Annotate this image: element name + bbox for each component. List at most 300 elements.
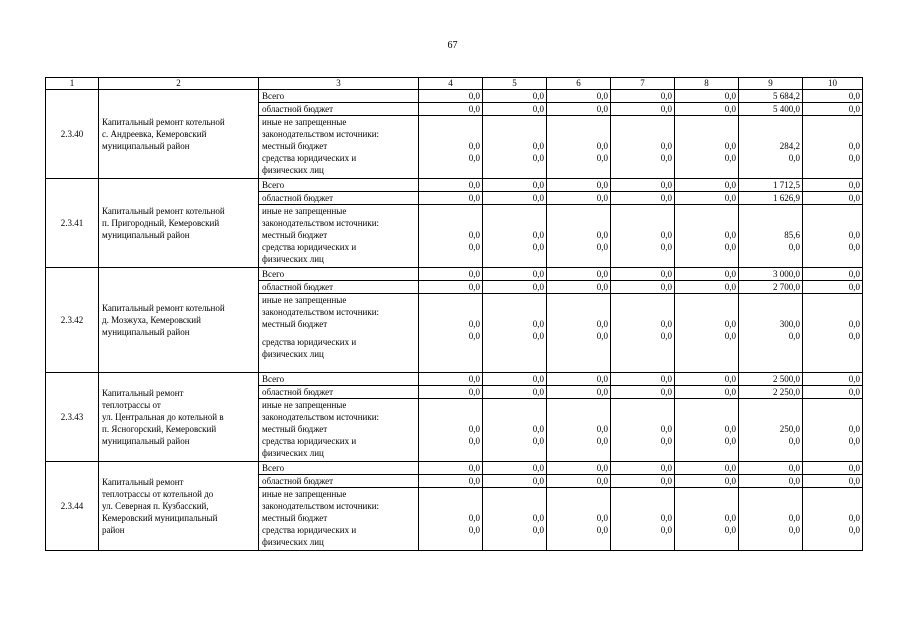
cell-legal: 0,0: [468, 153, 480, 163]
cell-regional: 0,0: [675, 192, 739, 205]
cell-total: 0,0: [675, 179, 739, 192]
source-regional-label: областной бюджет: [259, 475, 419, 488]
source-other-line: законодательством источники:: [262, 501, 380, 511]
cell-legal: 0,0: [532, 242, 544, 252]
cell-total: 0,0: [803, 462, 863, 475]
source-other-line: иные не запрещенные: [262, 489, 347, 499]
source-other-line: иные не запрещенные: [262, 117, 347, 127]
source-legal-line: средства юридических и: [262, 242, 357, 252]
cell-local: 0,0: [724, 513, 736, 523]
cell-other: [675, 294, 739, 373]
source-legal-line: физических лиц: [262, 165, 324, 175]
cell-total: 1 712,5: [739, 179, 803, 192]
row-name-line: п. Ясногорский, Кемеровский: [102, 424, 217, 434]
cell-total: 0,0: [803, 373, 863, 386]
row-code: 2.3.41: [46, 179, 99, 268]
cell-legal: 0,0: [788, 153, 800, 163]
cell-total: 0,0: [675, 90, 739, 103]
cell-local: 250,0: [779, 424, 800, 434]
cell-regional: 0,0: [483, 192, 547, 205]
source-total-label: Всего: [259, 268, 419, 281]
spacer: [677, 488, 736, 500]
cell-regional: 0,0: [547, 475, 611, 488]
spacer: [549, 488, 608, 500]
cell-regional: 0,0: [419, 192, 483, 205]
cell-legal: 0,0: [660, 153, 672, 163]
column-header: 6: [547, 78, 611, 90]
cell-total: 0,0: [611, 373, 675, 386]
cell-local: 0,0: [596, 513, 608, 523]
spacer: [485, 128, 544, 140]
spacer: [485, 411, 544, 423]
cell-local: 0,0: [468, 319, 480, 329]
cell-regional: 0,0: [483, 103, 547, 116]
spacer: [741, 116, 800, 128]
cell-other: [675, 488, 739, 551]
table-row: [46, 268, 863, 281]
cell-total: 0,0: [803, 179, 863, 192]
cell-local: 0,0: [724, 424, 736, 434]
spacer: [421, 399, 480, 411]
spacer: [549, 116, 608, 128]
cell-regional: 5 400,0: [739, 103, 803, 116]
cell-local: 0,0: [596, 230, 608, 240]
cell-total: 0,0: [547, 179, 611, 192]
cell-total: 0,0: [483, 373, 547, 386]
cell-other: [483, 294, 547, 373]
spacer: [805, 128, 860, 140]
cell-local: 0,0: [532, 230, 544, 240]
spacer: [805, 500, 860, 512]
cell-other: [803, 488, 863, 551]
cell-local: 0,0: [468, 230, 480, 240]
cell-other: [483, 488, 547, 551]
spacer: [613, 116, 672, 128]
spacer: [421, 500, 480, 512]
spacer: [613, 217, 672, 229]
cell-local: 0,0: [660, 424, 672, 434]
cell-regional: 0,0: [483, 475, 547, 488]
cell-local: 0,0: [660, 513, 672, 523]
row-name-line: Капитальный ремонт котельной: [102, 303, 225, 313]
spacer: [613, 488, 672, 500]
cell-other: [419, 488, 483, 551]
spacer: [741, 306, 800, 318]
source-legal-line: средства юридических и: [262, 436, 357, 446]
cell-legal: 0,0: [724, 331, 736, 341]
source-other-label: [259, 488, 419, 551]
cell-legal: 0,0: [532, 331, 544, 341]
cell-legal: 0,0: [532, 153, 544, 163]
row-name-line: Капитальный ремонт котельной: [102, 117, 225, 127]
cell-legal: 0,0: [468, 331, 480, 341]
cell-legal: 0,0: [724, 153, 736, 163]
cell-regional: 0,0: [803, 386, 863, 399]
spacer: [485, 306, 544, 318]
cell-local: 85,6: [784, 230, 800, 240]
cell-regional: 1 626,9: [739, 192, 803, 205]
cell-regional: 0,0: [675, 103, 739, 116]
source-legal-line: физических лиц: [262, 537, 324, 547]
spacer: [805, 205, 860, 217]
cell-local: 0,0: [596, 424, 608, 434]
spacer: [485, 399, 544, 411]
spacer: [613, 500, 672, 512]
cell-other: [611, 205, 675, 268]
cell-regional: 2 250,0: [739, 386, 803, 399]
cell-other: [483, 205, 547, 268]
cell-local: 0,0: [848, 513, 860, 523]
cell-local: 0,0: [724, 230, 736, 240]
row-name: [99, 373, 259, 462]
cell-legal: 0,0: [788, 525, 800, 535]
cell-local: 0,0: [848, 141, 860, 151]
cell-other: [483, 399, 547, 462]
spacer: [421, 294, 480, 306]
spacer: [485, 116, 544, 128]
cell-legal: 0,0: [788, 331, 800, 341]
spacer: [421, 205, 480, 217]
cell-local: 0,0: [848, 319, 860, 329]
source-other-line: иные не запрещенные: [262, 400, 347, 410]
cell-total: 2 500,0: [739, 373, 803, 386]
source-legal-line: средства юридических и: [262, 525, 357, 535]
cell-total: 0,0: [611, 462, 675, 475]
page-number: 67: [447, 40, 458, 51]
cell-other: [675, 399, 739, 462]
cell-legal: 0,0: [724, 242, 736, 252]
spacer: [549, 500, 608, 512]
cell-regional: 0,0: [675, 281, 739, 294]
cell-regional: 0,0: [419, 475, 483, 488]
source-other-label: [259, 116, 419, 179]
cell-regional: 0,0: [803, 103, 863, 116]
row-name-line: ул. Северная п. Кузбасский,: [102, 501, 209, 511]
row-name: [99, 90, 259, 179]
spacer: [741, 500, 800, 512]
cell-total: 0,0: [419, 268, 483, 281]
cell-other: [419, 399, 483, 462]
spacer: [421, 116, 480, 128]
cell-other: [547, 294, 611, 373]
row-name-line: муниципальный район: [102, 141, 190, 151]
cell-regional: 0,0: [675, 386, 739, 399]
cell-regional: 0,0: [611, 475, 675, 488]
source-legal-line: физических лиц: [262, 254, 324, 264]
cell-regional: 0,0: [483, 281, 547, 294]
cell-local: 0,0: [532, 141, 544, 151]
spacer: [741, 128, 800, 140]
cell-other: [483, 116, 547, 179]
column-header: 4: [419, 78, 483, 90]
cell-total: 0,0: [547, 268, 611, 281]
cell-other: [803, 294, 863, 373]
spacer: [677, 411, 736, 423]
source-regional-label: областной бюджет: [259, 103, 419, 116]
cell-legal: 0,0: [848, 436, 860, 446]
source-local-label: местный бюджет: [262, 424, 328, 434]
row-name: [99, 179, 259, 268]
cell-local: 0,0: [532, 513, 544, 523]
cell-total: 0,0: [611, 179, 675, 192]
column-header: 8: [675, 78, 739, 90]
spacer: [741, 488, 800, 500]
cell-legal: 0,0: [532, 525, 544, 535]
source-local-label: местный бюджет: [262, 230, 328, 240]
cell-regional: 0,0: [675, 475, 739, 488]
source-regional-label: областной бюджет: [259, 386, 419, 399]
column-header: 7: [611, 78, 675, 90]
cell-regional: 0,0: [419, 281, 483, 294]
row-name-line: район: [102, 525, 125, 535]
table-row: [46, 90, 863, 103]
spacer: [549, 411, 608, 423]
column-header: 2: [99, 78, 259, 90]
cell-total: 0,0: [675, 373, 739, 386]
cell-total: 0,0: [675, 268, 739, 281]
cell-regional: 0,0: [547, 281, 611, 294]
cell-legal: 0,0: [724, 525, 736, 535]
spacer: [805, 411, 860, 423]
cell-regional: 0,0: [803, 192, 863, 205]
spacer: [805, 399, 860, 411]
cell-other: [803, 116, 863, 179]
header-row: [46, 78, 863, 90]
cell-regional: 0,0: [739, 475, 803, 488]
cell-legal: 0,0: [848, 242, 860, 252]
row-name-line: муниципальный район: [102, 436, 190, 446]
spacer: [677, 294, 736, 306]
cell-local: 0,0: [660, 230, 672, 240]
cell-other: [803, 399, 863, 462]
cell-regional: 0,0: [803, 475, 863, 488]
source-regional-label: областной бюджет: [259, 192, 419, 205]
source-total-label: Всего: [259, 90, 419, 103]
spacer: [741, 294, 800, 306]
cell-other: [547, 488, 611, 551]
spacer: [741, 205, 800, 217]
cell-legal: 0,0: [848, 525, 860, 535]
cell-regional: 0,0: [547, 386, 611, 399]
spacer: [421, 488, 480, 500]
cell-regional: 0,0: [483, 386, 547, 399]
spacer: [677, 205, 736, 217]
spacer: [741, 217, 800, 229]
cell-legal: 0,0: [788, 436, 800, 446]
row-name-line: Капитальный ремонт котельной: [102, 206, 225, 216]
cell-local: 0,0: [532, 319, 544, 329]
spacer: [549, 217, 608, 229]
cell-other: [611, 399, 675, 462]
cell-other: [419, 116, 483, 179]
row-name-line: муниципальный район: [102, 327, 190, 337]
spacer: [613, 399, 672, 411]
row-name-line: с. Андреевка, Кемеровский: [102, 129, 207, 139]
column-header: 1: [46, 78, 99, 90]
cell-legal: 0,0: [848, 153, 860, 163]
cell-local: 0,0: [724, 141, 736, 151]
cell-local: 0,0: [848, 230, 860, 240]
cell-regional: 0,0: [547, 103, 611, 116]
cell-legal: 0,0: [596, 153, 608, 163]
source-legal-line: средства юридических и: [262, 153, 357, 163]
cell-local: 0,0: [848, 424, 860, 434]
spacer: [421, 411, 480, 423]
row-code: 2.3.43: [46, 373, 99, 462]
row-name-line: Кемеровский муниципальный: [102, 513, 218, 523]
spacer: [485, 217, 544, 229]
column-header: 5: [483, 78, 547, 90]
cell-total: 0,0: [419, 90, 483, 103]
cell-total: 0,0: [547, 462, 611, 475]
source-other-label: [259, 205, 419, 268]
spacer: [677, 399, 736, 411]
row-code: 2.3.40: [46, 90, 99, 179]
spacer: [805, 306, 860, 318]
cell-legal: 0,0: [660, 525, 672, 535]
cell-other: [611, 116, 675, 179]
row-name-line: муниципальный район: [102, 230, 190, 240]
row-name-line: теплотрассы от котельной до: [102, 489, 214, 499]
spacer: [421, 217, 480, 229]
cell-legal: 0,0: [532, 436, 544, 446]
spacer: [677, 217, 736, 229]
cell-other: [547, 205, 611, 268]
source-total-label: Всего: [259, 373, 419, 386]
cell-regional: 0,0: [611, 103, 675, 116]
cell-local: 0,0: [724, 319, 736, 329]
row-name: [99, 462, 259, 551]
cell-regional: 0,0: [611, 192, 675, 205]
spacer: [741, 411, 800, 423]
spacer: [805, 488, 860, 500]
cell-regional: 0,0: [803, 281, 863, 294]
spacer: [677, 116, 736, 128]
cell-legal: 0,0: [468, 242, 480, 252]
spacer: [485, 294, 544, 306]
cell-total: 0,0: [419, 462, 483, 475]
cell-legal: 0,0: [596, 436, 608, 446]
cell-legal: 0,0: [596, 525, 608, 535]
cell-total: 0,0: [419, 373, 483, 386]
source-other-label: [259, 294, 419, 373]
cell-regional: 0,0: [611, 281, 675, 294]
source-total-label: Всего: [259, 179, 419, 192]
cell-local: 0,0: [660, 141, 672, 151]
source-regional-label: областной бюджет: [259, 281, 419, 294]
row-code: 2.3.42: [46, 268, 99, 373]
cell-other: [803, 205, 863, 268]
spacer: [549, 128, 608, 140]
spacer: [485, 205, 544, 217]
spacer: [677, 128, 736, 140]
cell-total: 0,0: [483, 179, 547, 192]
spacer: [549, 399, 608, 411]
cell-local: 0,0: [468, 424, 480, 434]
source-other-line: законодательством источники:: [262, 307, 380, 317]
cell-local: 0,0: [596, 141, 608, 151]
cell-legal: 0,0: [468, 436, 480, 446]
column-header: 9: [739, 78, 803, 90]
cell-regional: 0,0: [419, 103, 483, 116]
cell-local: 0,0: [468, 513, 480, 523]
cell-total: 0,0: [547, 373, 611, 386]
cell-local: 0,0: [788, 513, 800, 523]
table-row: [46, 462, 863, 475]
row-name-line: п. Пригородный, Кемеровский: [102, 218, 220, 228]
spacer: [613, 306, 672, 318]
cell-other: [739, 488, 803, 551]
cell-regional: 0,0: [611, 386, 675, 399]
source-other-line: законодательством источники:: [262, 129, 380, 139]
cell-legal: 0,0: [848, 331, 860, 341]
cell-legal: 0,0: [724, 436, 736, 446]
cell-local: 0,0: [468, 141, 480, 151]
cell-regional: 0,0: [547, 192, 611, 205]
cell-legal: 0,0: [660, 436, 672, 446]
cell-other: [675, 116, 739, 179]
source-local-label: местный бюджет: [262, 141, 328, 151]
cell-total: 0,0: [419, 179, 483, 192]
cell-other: [611, 488, 675, 551]
cell-other: [611, 294, 675, 373]
spacer: [805, 116, 860, 128]
spacer: [677, 306, 736, 318]
row-name: [99, 268, 259, 373]
cell-other: [739, 116, 803, 179]
cell-regional: 2 700,0: [739, 281, 803, 294]
column-header: 3: [259, 78, 419, 90]
budget-table: [45, 77, 863, 551]
cell-total: 0,0: [675, 462, 739, 475]
table-row: [46, 179, 863, 192]
cell-regional: 0,0: [419, 386, 483, 399]
cell-legal: 0,0: [788, 242, 800, 252]
cell-local: 0,0: [532, 424, 544, 434]
spacer: [549, 306, 608, 318]
row-name-line: ул. Центральная до котельной в: [102, 412, 224, 422]
table-row: [46, 373, 863, 386]
cell-legal: 0,0: [660, 242, 672, 252]
spacer: [613, 294, 672, 306]
spacer: [613, 411, 672, 423]
row-name-line: д. Мозжуха, Кемеровский: [102, 315, 201, 325]
source-other-line: иные не запрещенные: [262, 295, 347, 305]
spacer: [613, 205, 672, 217]
row-code: 2.3.44: [46, 462, 99, 551]
source-other-line: законодательством источники:: [262, 218, 380, 228]
cell-other: [739, 205, 803, 268]
cell-total: 0,0: [611, 268, 675, 281]
cell-other: [739, 399, 803, 462]
cell-total: 5 684,2: [739, 90, 803, 103]
cell-legal: 0,0: [660, 331, 672, 341]
column-header: 10: [803, 78, 863, 90]
cell-local: 300,0: [779, 319, 800, 329]
source-total-label: Всего: [259, 462, 419, 475]
cell-total: 0,0: [803, 268, 863, 281]
spacer: [805, 217, 860, 229]
cell-legal: 0,0: [596, 331, 608, 341]
row-name-line: теплотрассы от: [102, 400, 161, 410]
cell-other: [547, 399, 611, 462]
source-other-line: иные не запрещенные: [262, 206, 347, 216]
source-other-line: законодательством источники:: [262, 412, 380, 422]
spacer: [485, 500, 544, 512]
cell-local: 284,2: [779, 141, 800, 151]
spacer: [421, 306, 480, 318]
spacer: [549, 205, 608, 217]
